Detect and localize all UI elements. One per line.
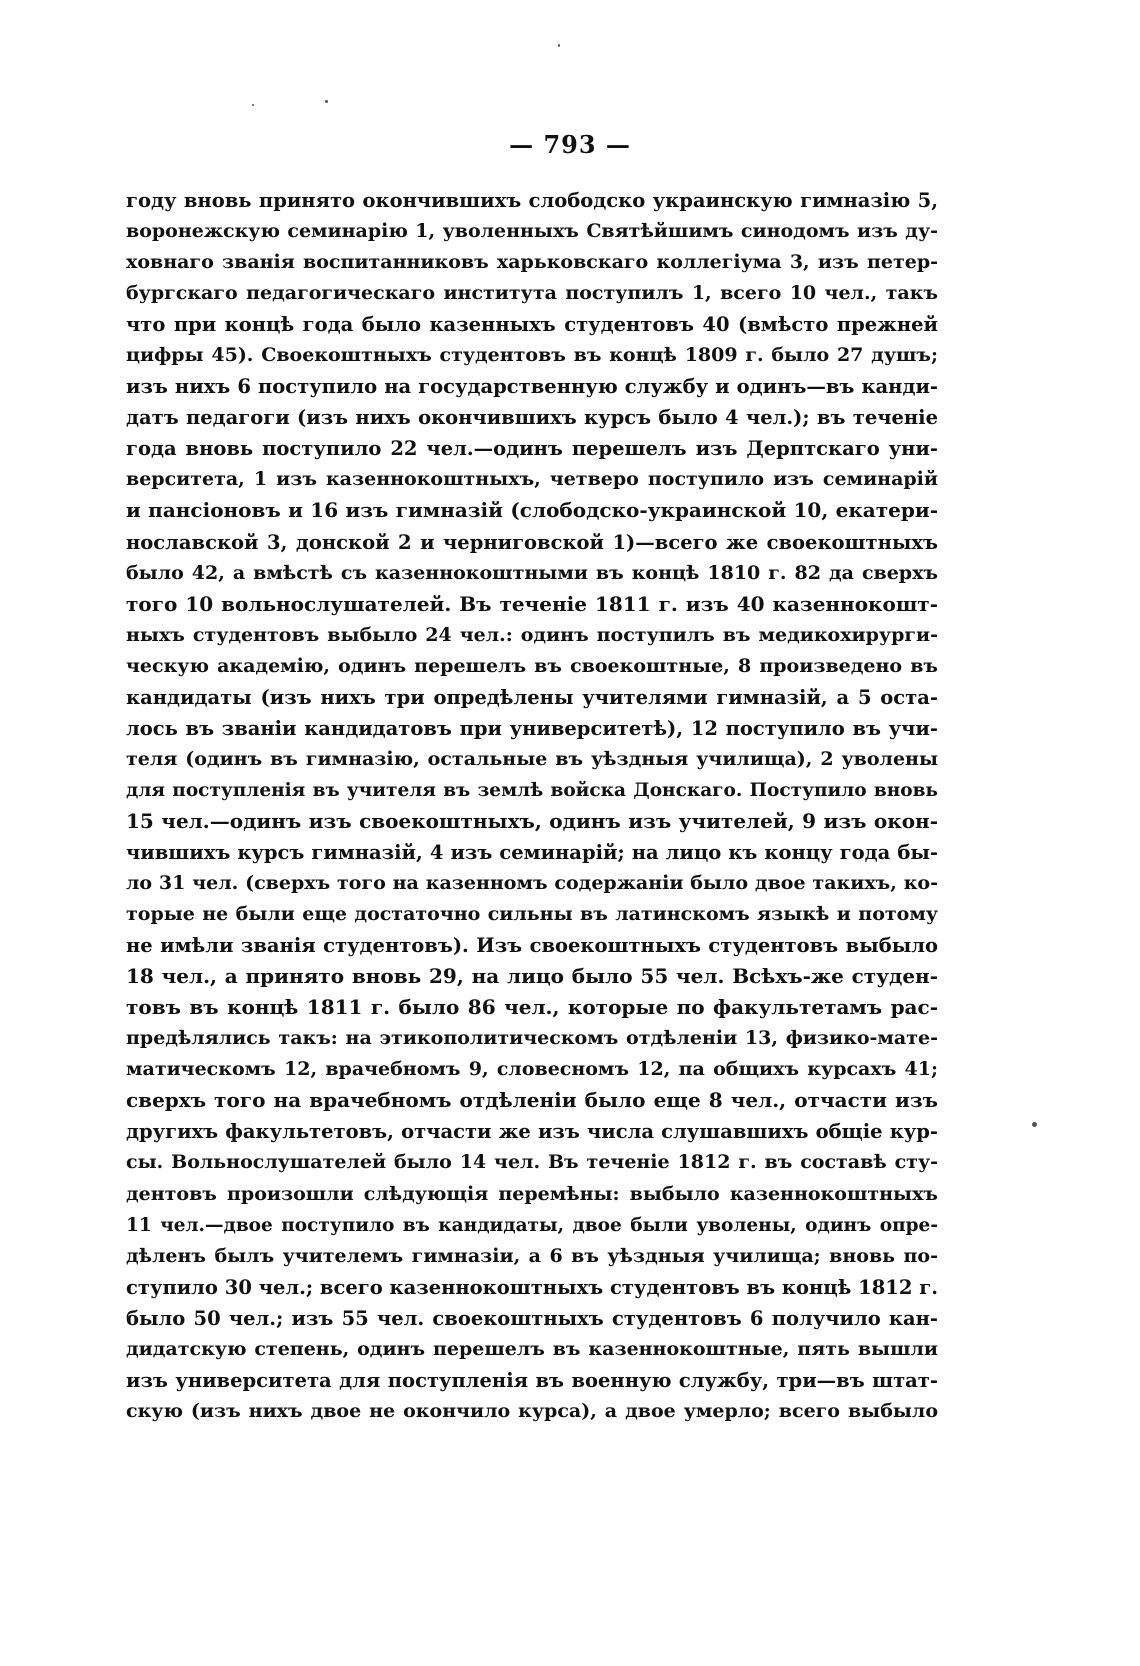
text-line: не имѣли званія студентовъ). Изъ своекоштныхъ студентовъ выбыло: [126, 934, 938, 958]
text-line: было 50 чел.; изъ 55 чел. своекоштныхъ студентовъ 6 получило кан-: [126, 1306, 938, 1330]
text-line: 15 чел.—одинъ изъ своекоштныхъ, одинъ изъ учителей, 9 изъ окон-: [126, 808, 938, 833]
text-line: торые не были еще достаточно сильны въ латинскомъ языкѣ и потому: [126, 903, 938, 926]
page-number: — 793 —: [509, 130, 631, 159]
text-line: сверхъ того на врачебномъ отдѣленіи было еще 8 чел., отчасти изъ: [126, 1088, 938, 1113]
text-line: воронежскую семинарію 1, уволенныхъ Святѣйшимъ синодомъ изъ ду-: [126, 220, 938, 243]
text-line: предѣлялись такъ: на этикополитическомъ отдѣленіи 13, физико-мате-: [126, 1027, 938, 1050]
text-line: дидатскую степень, одинъ перешелъ въ казеннокоштные, пять вышли: [126, 1337, 938, 1360]
text-line: того 10 вольнослушателей. Въ теченіе 1811 г. изъ 40 казеннокошт-: [126, 591, 938, 616]
text-line: верситета, 1 изъ казеннокоштныхъ, четверо поступило изъ семинарій: [126, 468, 938, 491]
text-line: что при концѣ года было казенныхъ студентовъ 40 (вмѣсто прежней: [126, 313, 938, 337]
text-line: и пансіоновъ и 16 изъ гимназій (слободско-украинской 10, екатери-: [126, 498, 938, 523]
text-line: датъ педагоги (изъ нихъ окончившихъ курсъ было 4 чел.); въ теченіе: [126, 406, 938, 430]
ink-speck: [558, 44, 560, 47]
text-line: скую (изъ нихъ двое не окончило курса), а двое умерло; всего выбыло: [126, 1399, 938, 1422]
text-line: товъ въ концѣ 1811 г. было 86 чел., которые по факультетамъ рас-: [126, 995, 938, 1020]
text-line: теля (одинъ въ гимназію, остальные въ уѣздныя училища), 2 уволены: [126, 747, 938, 770]
text-line: ческую академію, одинъ перешелъ въ своекоштные, 8 произведено въ: [126, 654, 938, 677]
text-line: чившихъ курсъ гимназій, 4 изъ семинарій; на лицо къ концу года бы-: [126, 840, 938, 864]
text-line: матическомъ 12, врачебномъ 9, словесномъ 12, па общихъ курсахъ 41;: [126, 1058, 938, 1081]
text-line: дѣленъ былъ учителемъ гимназіи, а 6 въ уѣздныя училища; вновь по-: [126, 1244, 938, 1267]
text-line: 18 чел., а принято вновь 29, на лицо было 55 чел. Всѣхъ-же студен-: [126, 964, 938, 989]
text-line: нославской 3, донской 2 и черниговской 1)—всего же своекоштныхъ: [126, 530, 938, 554]
text-line: ныхъ студентовъ выбыло 24 чел.: одинъ поступилъ въ медикохирурги-: [126, 623, 938, 646]
text-line: ховнаго званія воспитанниковъ харьковскаго коллегіума 3, изъ петер-: [126, 251, 938, 274]
text-line: кандидаты (изъ нихъ три опредѣлены учителями гимназій, а 5 оста-: [126, 685, 938, 709]
text-line: бургскаго педагогическаго института поступилъ 1, всего 10 чел., такъ: [126, 282, 938, 305]
text-line: дентовъ произошли слѣдующія перемѣны: выбыло казеннокоштныхъ: [126, 1182, 938, 1205]
text-line: было 42, а вмѣстѣ съ казеннокоштными въ концѣ 1810 г. 82 да сверхъ: [126, 561, 938, 584]
ink-speck: [325, 100, 328, 103]
text-line: сы. Вольнослушателей было 14 чел. Въ теченіе 1812 г. въ составѣ сту-: [126, 1151, 938, 1174]
text-line: изъ университета для поступленія въ военную службу, три—въ штат-: [126, 1368, 938, 1392]
text-line: ступило 30 чел.; всего казеннокоштныхъ студентовъ въ концѣ 1812 г.: [126, 1275, 938, 1299]
text-line: изъ нихъ 6 поступило на государственную службу и одинъ—въ канди-: [126, 375, 938, 399]
text-line: года вновь поступило 22 чел.—одинъ перешелъ изъ Дерптскаго уни-: [126, 437, 938, 461]
ink-speck: [1032, 1122, 1037, 1127]
text-line: году вновь принято окончившихъ слободско украинскую гимназію 5,: [126, 189, 938, 212]
text-line: лось въ званіи кандидатовъ при университетѣ), 12 поступило въ учи-: [126, 716, 938, 740]
text-line: ло 31 чел. (сверхъ того на казенномъ содержаніи было двое такихъ, ко-: [126, 872, 938, 895]
body-text: [126, 185, 938, 1427]
text-line: другихъ факультетовъ, отчасти же изъ числа слушавшихъ общіе кур-: [126, 1120, 938, 1144]
text-line: для поступленія въ учителя въ землѣ войска Донскаго. Поступило вновь: [126, 779, 938, 801]
text-line: 11 чел.—двое поступило въ кандидаты, двое были уволены, одинъ опре-: [126, 1214, 938, 1236]
ink-speck: [252, 104, 254, 106]
text-line: цифры 45). Своекоштныхъ студентовъ въ концѣ 1809 г. было 27 душъ;: [126, 344, 938, 367]
